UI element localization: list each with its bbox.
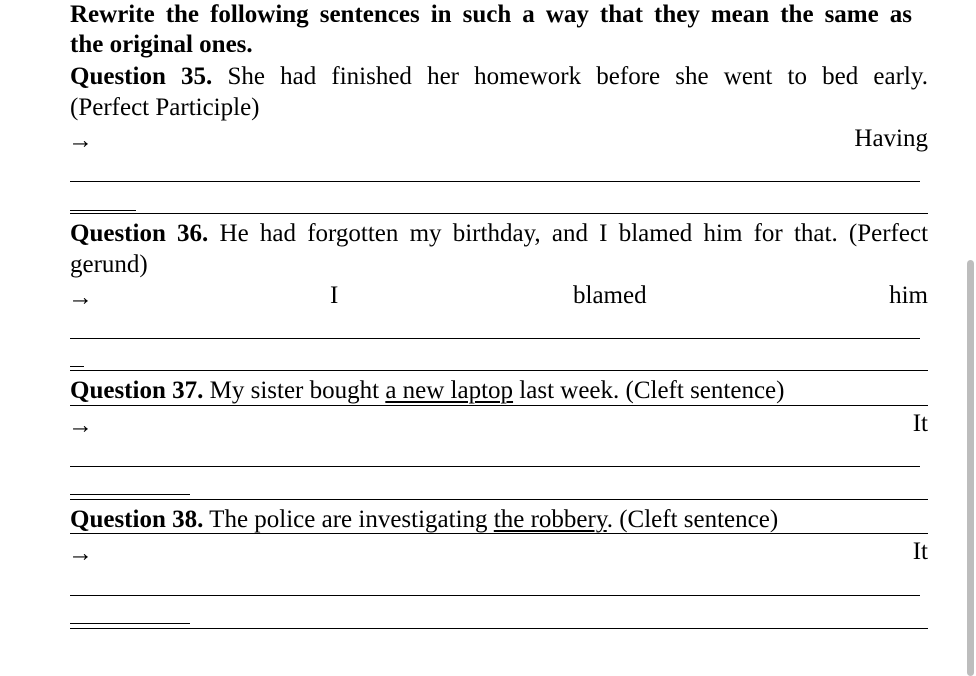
question-37-rule: [70, 405, 928, 406]
question-36-word-2: blamed: [573, 282, 647, 309]
question-38-arrow: →: [68, 540, 93, 567]
question-35-starter: Having: [854, 125, 928, 152]
answer-line-35-stub: [70, 210, 136, 211]
answer-line-35a[interactable]: [70, 181, 920, 182]
answer-line-37-stub: [70, 494, 190, 495]
question-36-word-3: him: [889, 282, 928, 309]
answer-line-36b[interactable]: [70, 370, 928, 371]
vertical-scrollbar[interactable]: [967, 260, 974, 676]
question-37-label: Question 37.: [70, 377, 204, 404]
question-35-line: [70, 62, 928, 92]
question-37-arrow: →: [68, 412, 93, 439]
question-37-underlined: a new laptop: [385, 377, 514, 404]
answer-line-37a[interactable]: [70, 466, 920, 467]
question-36-hint: gerund): [70, 251, 148, 278]
question-36-line: [70, 219, 928, 249]
question-36-text: He had forgotten my birthday, and I blamed him for that. (Perfect: [219, 220, 929, 247]
instructions-line-2: the original ones.: [70, 31, 253, 58]
question-37-pre: My sister bought: [209, 377, 380, 404]
answer-line-38-stub: [70, 623, 190, 624]
question-38-label: Question 38.: [70, 506, 204, 533]
answer-line-37b[interactable]: [70, 499, 928, 500]
question-35-text: She had finished her homework before she went to bed early.: [227, 63, 928, 90]
question-37-line: [70, 376, 784, 406]
question-38-underlined: the robbery: [493, 506, 607, 533]
answer-line-36-stub: [70, 366, 84, 367]
question-36-label: Question 36.: [70, 220, 209, 247]
question-38-pre: The police are investigating: [209, 506, 488, 533]
question-38-post: . (Cleft sentence): [606, 506, 779, 533]
question-36-arrow: →: [68, 284, 93, 311]
question-37-starter: It: [912, 410, 928, 437]
question-38-rule: [70, 533, 928, 534]
question-35-arrow: →: [68, 127, 93, 154]
answer-line-35b[interactable]: [70, 213, 928, 214]
question-38-line: [70, 505, 778, 535]
question-36-word-1: I: [330, 282, 339, 309]
question-37-post: last week. (Cleft sentence): [519, 377, 785, 404]
answer-line-38b[interactable]: [70, 628, 928, 629]
answer-line-38a[interactable]: [70, 595, 920, 596]
instructions-line-1: Rewrite the following sentences in such a way that they mean the same as: [70, 1, 912, 28]
answer-line-36a[interactable]: [70, 338, 920, 339]
question-38-starter: It: [912, 538, 928, 565]
question-35-label: Question 35.: [70, 63, 213, 90]
question-35-hint: (Perfect Participle): [70, 94, 260, 121]
